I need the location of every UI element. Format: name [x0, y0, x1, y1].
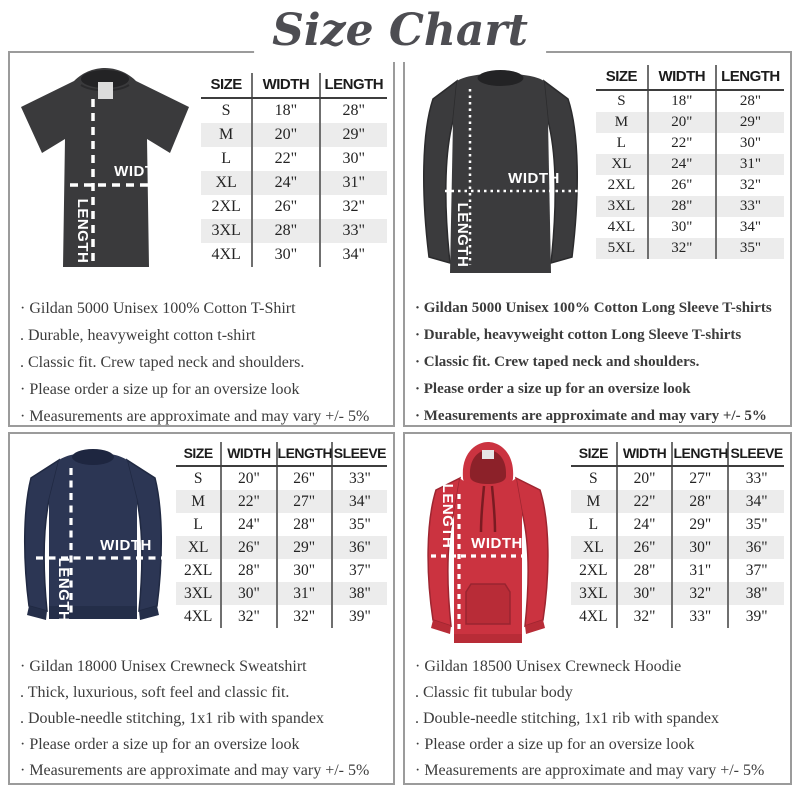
- column-header: WIDTH: [617, 442, 673, 466]
- size-cell: 2XL: [211, 198, 241, 215]
- size-cell: 29": [672, 513, 728, 536]
- size-cell: 33": [716, 196, 784, 217]
- size-cell: XL: [611, 156, 632, 172]
- size-cell: 26": [221, 536, 276, 559]
- description-item: · Gildan 5000 Unisex 100% Cotton T-Shirt: [20, 300, 296, 317]
- description-item: · Measurements are approximate and may vary +/- 5%: [20, 762, 370, 779]
- size-cell: 18": [252, 98, 319, 123]
- length-measure-label: LENGTH: [454, 202, 471, 268]
- table-row: [176, 582, 387, 605]
- column-header: SIZE: [571, 442, 617, 466]
- hoodie-illustration: [407, 436, 569, 650]
- size-cell: 34": [716, 217, 784, 238]
- size-cell: 3XL: [183, 584, 213, 602]
- size-cell: 24": [617, 513, 673, 536]
- size-cell: 31": [277, 582, 332, 605]
- size-cell: 26": [277, 466, 332, 490]
- width-measure-label: WIDTH: [100, 537, 152, 554]
- table-row: [596, 175, 784, 196]
- sweatshirt-illustration: [12, 438, 174, 644]
- size-cell: 20": [617, 466, 673, 490]
- header-row: [201, 73, 387, 98]
- table-row: [596, 238, 784, 259]
- description-item: . Durable, heavyweight cotton t-shirt: [20, 327, 256, 344]
- size-cell: 20": [221, 466, 276, 490]
- size-cell: 30": [277, 559, 332, 582]
- table-row: [571, 605, 784, 628]
- table-row: [571, 536, 784, 559]
- description-item: · Please order a size up for an oversize look: [415, 381, 691, 397]
- column-header: WIDTH: [648, 65, 716, 90]
- panel-sweatshirt: [8, 432, 395, 785]
- column-header: SIZE: [176, 442, 221, 466]
- description-item: · Gildan 18000 Unisex Crewneck Sweatshirt: [20, 658, 307, 675]
- size-cell: 22": [648, 133, 716, 154]
- column-header: LENGTH: [277, 442, 332, 466]
- size-cell: XL: [215, 174, 237, 191]
- column-header: SLEEVE: [728, 442, 784, 466]
- length-measure-label: LENGTH: [74, 198, 91, 264]
- panel-tshirt: [8, 51, 395, 427]
- panel-longsleeve: [403, 51, 792, 427]
- size-cell: 18": [648, 90, 716, 112]
- size-cell: 32": [221, 605, 276, 628]
- description-item: . Classic fit tubular body: [415, 684, 573, 701]
- hood-tag: [482, 450, 494, 459]
- size-cell: S: [221, 102, 231, 119]
- table-row: [201, 219, 387, 243]
- header-row: [571, 442, 784, 466]
- table-row: [201, 195, 387, 219]
- size-cell: 3XL: [211, 222, 241, 239]
- size-cell: M: [191, 492, 206, 510]
- size-cell: 22": [617, 490, 673, 513]
- sweatshirt-collar: [72, 449, 114, 465]
- size-cell: S: [589, 469, 598, 487]
- longsleeve-illustration: [407, 57, 594, 289]
- size-cell: 28": [617, 559, 673, 582]
- size-cell: 32": [648, 238, 716, 259]
- table-row: [571, 582, 784, 605]
- size-cell: 5XL: [607, 240, 636, 256]
- table-row: [176, 513, 387, 536]
- size-cell: 27": [672, 466, 728, 490]
- size-cell: 39": [332, 605, 387, 628]
- size-cell: 4XL: [183, 607, 213, 625]
- size-cell: L: [616, 135, 626, 151]
- longsleeve-description: [405, 295, 790, 427]
- table-row: [596, 112, 784, 133]
- size-cell: 34": [320, 243, 387, 267]
- description-item: . Thick, luxurious, soft feel and classic fit.: [20, 684, 290, 701]
- size-cell: 26": [648, 175, 716, 196]
- table-row: [596, 217, 784, 238]
- size-cell: 31": [672, 559, 728, 582]
- size-cell: L: [588, 515, 599, 533]
- size-cell: 35": [332, 513, 387, 536]
- width-measure-label: WIDTH: [508, 170, 560, 187]
- size-cell: 28": [221, 559, 276, 582]
- description-item: · Gildan 18500 Unisex Crewneck Hoodie: [415, 658, 682, 675]
- size-cell: 36": [332, 536, 387, 559]
- size-cell: 32": [617, 605, 673, 628]
- size-cell: 32": [716, 175, 784, 196]
- size-cell: 4XL: [607, 219, 636, 235]
- size-cell: 24": [221, 513, 276, 536]
- table-row: [201, 243, 387, 267]
- hoodie-size-table: [571, 442, 784, 628]
- size-cell: 38": [332, 582, 387, 605]
- table-row: [571, 490, 784, 513]
- table-row: [201, 98, 387, 123]
- width-measure-label: WIDTH: [114, 163, 166, 180]
- size-cell: 30": [252, 243, 319, 267]
- size-cell: 32": [277, 605, 332, 628]
- description-item: . Double-needle stitching, 1x1 rib with spandex: [20, 710, 324, 727]
- size-cell: 32": [672, 582, 728, 605]
- size-cell: 2XL: [607, 177, 636, 193]
- size-cell: 37": [332, 559, 387, 582]
- size-cell: 26": [617, 536, 673, 559]
- width-measure-label: WIDTH: [471, 535, 523, 552]
- size-cell: 30": [320, 147, 387, 171]
- table-row: [596, 90, 784, 112]
- size-cell: 33": [672, 605, 728, 628]
- size-cell: 34": [332, 490, 387, 513]
- column-header: SIZE: [596, 65, 648, 90]
- description-item: . Double-needle stitching, 1x1 rib with spandex: [415, 710, 719, 727]
- size-cell: 35": [716, 238, 784, 259]
- size-cell: 34": [728, 490, 784, 513]
- header-row: [176, 442, 387, 466]
- size-cell: 24": [648, 154, 716, 175]
- size-cell: 29": [277, 536, 332, 559]
- size-cell: 31": [716, 154, 784, 175]
- size-cell: 38": [728, 582, 784, 605]
- size-cell: 36": [728, 536, 784, 559]
- table-row: [596, 196, 784, 217]
- size-cell: 22": [252, 147, 319, 171]
- size-cell: 37": [728, 559, 784, 582]
- size-cell: 28": [252, 219, 319, 243]
- size-cell: 33": [728, 466, 784, 490]
- longsleeve-collar: [478, 70, 524, 86]
- table-row: [176, 559, 387, 582]
- column-header: LENGTH: [716, 65, 784, 90]
- header-row: [596, 65, 784, 90]
- size-cell: 28": [277, 513, 332, 536]
- description-item: · Durable, heavyweight cotton Long Sleeve T-shirts: [415, 327, 742, 343]
- table-row: [596, 154, 784, 175]
- sweatshirt-description: [10, 654, 393, 784]
- size-cell: 31": [320, 171, 387, 195]
- sweatshirt-size-table: [176, 442, 387, 628]
- size-cell: 28": [672, 490, 728, 513]
- size-cell: 33": [332, 466, 387, 490]
- longsleeve-size-table: [596, 65, 784, 259]
- size-cell: 24": [252, 171, 319, 195]
- column-header: SIZE: [201, 73, 252, 98]
- column-header: LENGTH: [320, 73, 387, 98]
- size-cell: S: [617, 93, 626, 109]
- tshirt-size-table: [201, 73, 387, 267]
- table-row: [176, 490, 387, 513]
- size-cell: L: [193, 515, 203, 533]
- size-cell: 30": [716, 133, 784, 154]
- size-cell: 26": [252, 195, 319, 219]
- table-row: [176, 605, 387, 628]
- kangaroo-pocket: [466, 584, 510, 624]
- size-cell: 20": [252, 123, 319, 147]
- size-cell: M: [586, 492, 601, 510]
- size-cell: 29": [716, 112, 784, 133]
- description-item: · Please order a size up for an oversize look: [415, 736, 695, 753]
- size-cell: 30": [648, 217, 716, 238]
- size-cell: 3XL: [579, 584, 608, 602]
- table-row: [176, 466, 387, 490]
- size-cell: 29": [320, 123, 387, 147]
- size-cell: 4XL: [579, 607, 608, 625]
- description-item: . Classic fit. Crew taped neck and shoulders.: [20, 354, 305, 371]
- hem-band: [454, 634, 522, 643]
- table-row: [201, 171, 387, 195]
- description-item: · Gildan 5000 Unisex 100% Cotton Long Sleeve T-shirts: [415, 300, 772, 316]
- column-header: WIDTH: [221, 442, 276, 466]
- size-cell: 2XL: [579, 561, 608, 579]
- size-cell: 22": [221, 490, 276, 513]
- length-measure-label: LENGTH: [55, 557, 72, 623]
- table-row: [596, 133, 784, 154]
- table-row: [571, 466, 784, 490]
- size-cell: M: [614, 114, 629, 130]
- table-row: [571, 559, 784, 582]
- description-item: · Measurements are approximate and may vary +/- 5%: [20, 408, 370, 425]
- column-header: SLEEVE: [332, 442, 387, 466]
- description-item: · Measurements are approximate and may vary +/- 5%: [415, 408, 767, 424]
- description-item: · Classic fit. Crew taped neck and shoulders.: [415, 354, 700, 370]
- size-cell: XL: [187, 538, 209, 556]
- description-item: · Please order a size up for an oversize look: [20, 381, 300, 398]
- description-item: · Measurements are approximate and may vary +/- 5%: [415, 762, 765, 779]
- table-row: [176, 536, 387, 559]
- description-item: · Please order a size up for an oversize look: [20, 736, 300, 753]
- size-cell: 27": [277, 490, 332, 513]
- column-header: WIDTH: [252, 73, 319, 98]
- tshirt-description: [10, 295, 393, 427]
- size-cell: XL: [583, 538, 604, 556]
- size-cell: 28": [648, 196, 716, 217]
- size-cell: S: [193, 469, 203, 487]
- page-title: Size Chart: [254, 0, 546, 62]
- length-measure-label: LENGTH: [439, 483, 456, 549]
- table-row: [201, 123, 387, 147]
- size-cell: 3XL: [607, 198, 636, 214]
- size-cell: 28": [716, 90, 784, 112]
- size-cell: 33": [320, 219, 387, 243]
- size-cell: 4XL: [211, 246, 241, 263]
- neck-label: [98, 82, 113, 99]
- panel-hoodie: [403, 432, 792, 785]
- size-cell: L: [221, 150, 231, 167]
- size-cell: 30": [672, 536, 728, 559]
- column-header: LENGTH: [672, 442, 728, 466]
- size-cell: 35": [728, 513, 784, 536]
- size-cell: 20": [648, 112, 716, 133]
- size-cell: 28": [320, 98, 387, 123]
- size-cell: 39": [728, 605, 784, 628]
- size-cell: 30": [221, 582, 276, 605]
- size-cell: 2XL: [183, 561, 213, 579]
- table-row: [201, 147, 387, 171]
- size-cell: M: [218, 126, 234, 143]
- table-row: [571, 513, 784, 536]
- size-cell: 30": [617, 582, 673, 605]
- tshirt-illustration: [12, 59, 199, 289]
- hoodie-description: [405, 654, 790, 784]
- size-cell: 32": [320, 195, 387, 219]
